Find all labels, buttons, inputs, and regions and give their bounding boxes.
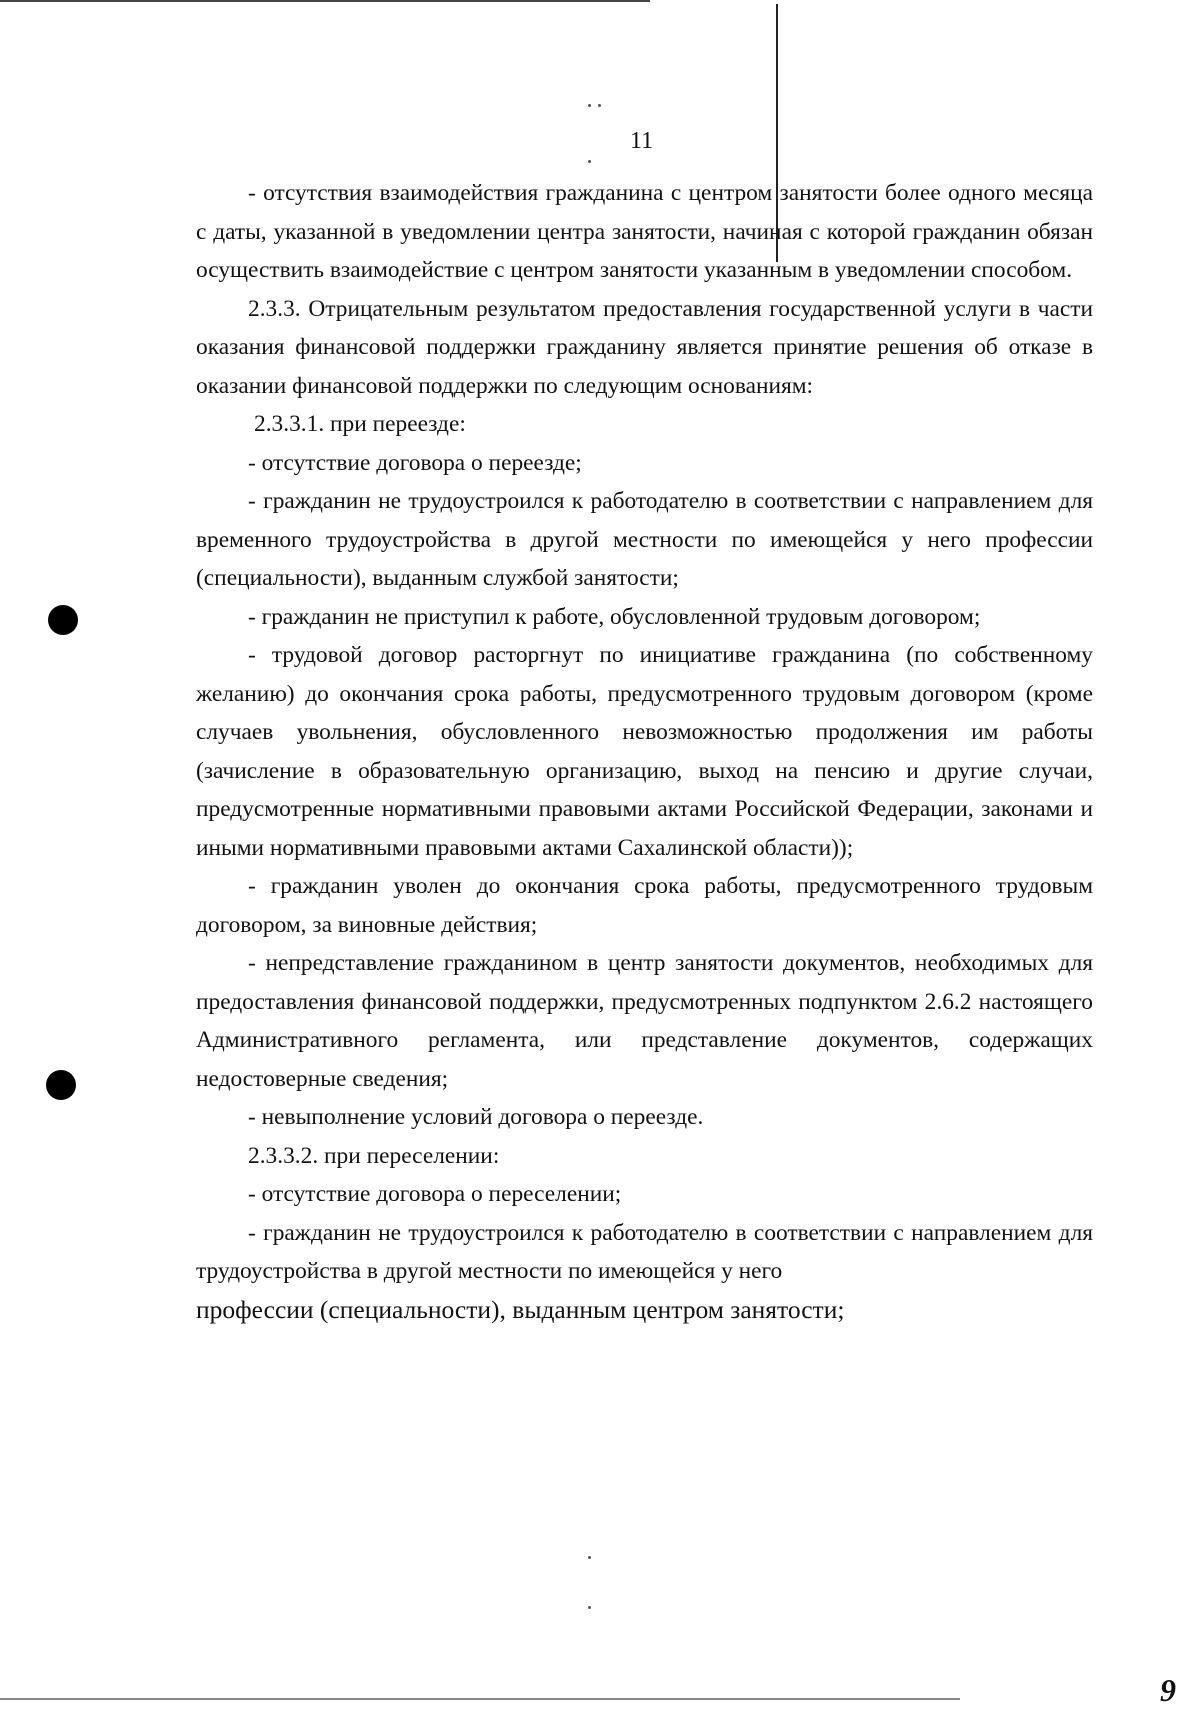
- list-item: - непредставление гражданином в центр занятости документов, необходимых для предоставления финансовой поддержки, предусмотренных подпунктом 2.6.2 настоящего Административного регламента, или представление документов, содержащих недостоверные сведения;: [196, 950, 1093, 1092]
- list-item: - гражданин не трудоустроился к работодателю в соответствии с направлением для временного трудоустройства в другой местности по имеющейся у него профессии (специальности), выданным службой занятости;: [196, 488, 1093, 591]
- scan-speck: [588, 104, 591, 107]
- list-item: - гражданин уволен до окончания срока работы, предусмотренного трудовым договором, за виновные действия;: [196, 873, 1093, 938]
- paragraph: 2.3.3. Отрицательным результатом предоставления государственной услуги в части оказания финансовой поддержки гражданину является принятие решения об отказе в оказании финансовой поддержки по следующим основаниям:: [196, 295, 1093, 399]
- sheet-number-stamp: 9: [1160, 1672, 1176, 1708]
- punch-hole: [48, 605, 78, 635]
- list-item: - отсутствие договора о переезде;: [248, 449, 582, 476]
- document-body: [196, 174, 1093, 1329]
- scan-speck: [588, 160, 591, 163]
- list-item: - невыполнение условий договора о переезде.: [248, 1104, 704, 1130]
- list-item: - отсутствие договора о переселении;: [248, 1181, 622, 1207]
- list-item: - гражданин не приступил к работе, обусловленной трудовым договором;: [248, 603, 981, 630]
- scan-bottom-rule: [0, 1698, 960, 1700]
- subsection-heading: 2.3.3.1. при переезде:: [254, 411, 466, 437]
- list-item: - гражданин не трудоустроился к работодателю в соответствии с направлением для трудоустройства в другой местности по имеющейся у него: [196, 1219, 1093, 1284]
- page-number: 11: [630, 128, 654, 154]
- list-item-continuation: профессии (специальности), выданным центром занятости;: [196, 1294, 845, 1324]
- scan-speck: [598, 104, 601, 107]
- punch-hole: [46, 1070, 76, 1100]
- scan-speck: [588, 1556, 591, 1559]
- subsection-heading: 2.3.3.2. при переселении:: [248, 1142, 500, 1169]
- paragraph: - отсутствия взаимодействия гражданина с центром занятости более одного месяца с даты, указанной в уведомлении центра занятости, начиная с которой гражданин обязан осуществить взаимодействие с центром занятости указанным в уведомлении способом.: [196, 180, 1093, 283]
- scan-top-rule: [0, 0, 650, 2]
- list-item: - трудовой договор расторгнут по инициативе гражданина (по собственному желанию) до окончания срока работы, предусмотренного трудовым договором (кроме случаев увольнения, обусловленного невозможностью продолжения им работы (зачисление в образовательную организацию, выход на пенсию и другие случаи, предусмотренные нормативными правовыми актами Российской Федерации, законами и иными нормативными правовыми актами Сахалинской области));: [196, 642, 1093, 861]
- scan-speck: [588, 1606, 591, 1609]
